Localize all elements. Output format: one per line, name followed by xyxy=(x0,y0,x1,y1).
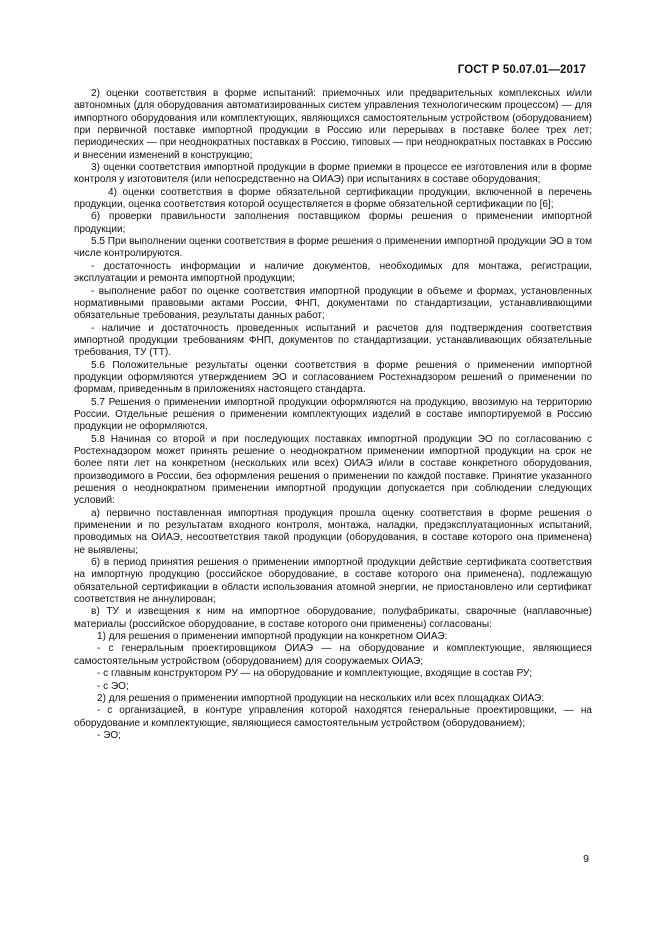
page-number: 9 xyxy=(583,853,589,865)
paragraph: а) первично поставленная импортная продукция прошла оценку соответствия в форме решения о применении и по результатам входного контроля, монтажа, наладки, предэксплуатационных испытаний, проводимых на ОИАЭ, несоответствия такой продукции (оборудования, в составе которого она применена) не выявлены; xyxy=(74,507,592,556)
paragraph: - ЭО; xyxy=(97,729,121,741)
paragraph: - наличие и достаточность проведенных испытаний и расчетов для подтверждения соответствия импортной продукции требованиям ФНП, документов по стандартизации, устанавливающих обязательные требования, ТУ (ТТ). xyxy=(74,322,592,359)
document-body xyxy=(74,88,592,742)
paragraph: - с генеральным проектировщиком ОИАЭ — на оборудование и комплектующие, являющиеся самостоятельным устройством (оборудованием) для сооружаемых ОИАЭ; xyxy=(74,643,592,667)
paragraph: - достаточность информации и наличие документов, необходимых для монтажа, регистрации, эксплуатации и ремонта импортной продукции; xyxy=(74,260,592,285)
paragraph: - с главным конструктором РУ — на оборудование и комплектующие, входящие в состав РУ; xyxy=(97,668,533,680)
paragraph: 3) оценки соответствия импортной продукции в форме приемки в процессе ее изготовления или в форме контроля у изготовителя (или непосредственно на ОИАЭ) при испытаниях в составе оборудования; xyxy=(74,162,592,186)
paragraph: 1) для решения о применении импортной продукции на конкретном ОИАЭ: xyxy=(97,631,448,643)
paragraph: 4) оценки соответствия в форме обязательной сертификации продукции, включенной в перечень продукции, оценка соответствия которой осуществляется в форме обязательной сертификации по [6]; xyxy=(74,186,592,211)
paragraph: 5.6 Положительные результаты оценки соответствия в форме решения о применении импортной продукции оформляются утверждением ЭО и согласованием Ростехнадзором решений о применении по формам, приведенным в приложениях настоящего стандарта. xyxy=(74,359,592,396)
paragraph: 2) для решения о применении импортной продукции на нескольких или всех площадках ОИАЭ: xyxy=(97,692,545,704)
paragraph: б) проверки правильности заполнения поставщиком формы решения о применении импортной продукции; xyxy=(74,211,592,235)
paragraph: - с ЭО; xyxy=(97,680,129,692)
paragraph: - выполнение работ по оценке соответствия импортной продукции в объеме и формах, установленных нормативными правовыми актами России, ФНП, документами по стандартизации, устанавливающими обязательные требования, результаты данных работ; xyxy=(74,285,592,322)
paragraph: - с организацией, в контуре управления которой находятся генеральные проектировщики, — на оборудование и комплектующие, являющиеся самостоятельным устройством (оборудованием); xyxy=(74,705,592,729)
paragraph: 5.8 Начиная со второй и при последующих поставках импортной продукции ЭО по согласованию с Ростехнадзором может принять решение о неоднократном применении импортной продукции на срок не более пяти лет на конкретном (нескольких или всех) ОИАЭ и/или в составе конкретного оборудования, производимого в России, без оформления решения о применении по каждой поставке. Принятие указанного решения о неоднократном применении импортной продукции допускается при соблюдении следующих условий: xyxy=(74,433,592,507)
paragraph: в) ТУ и извещения к ним на импортное оборудование, полуфабрикаты, сварочные (наплавочные) материалы (российское оборудование, в составе которого они применены) согласованы: xyxy=(74,606,592,630)
paragraph: б) в период принятия решения о применении импортной продукции действие сертификата соответствия на импортную продукцию (российское оборудование, в составе которого она применена), подлежащую обязательной сертификации в области использования атомной энергии, не приостановлено или сертификат соответствия не аннулирован; xyxy=(74,557,592,606)
document-header-id: ГОСТ Р 50.07.01—2017 xyxy=(457,64,586,76)
paragraph: 5.5 При выполнении оценки соответствия в форме решения о применении импортной продукции ЭО в том числе контролируются. xyxy=(74,236,592,260)
paragraph: 2) оценки соответствия в форме испытаний: приемочных или предварительных комплексных и/или автономных (для оборудования автоматизированных систем управления технологическим процессом) — для импортного оборудования или комплектующих, являющихся самостоятельным устройством (оборудованием) при первичной поставке импортной продукции в Россию или перерывах в поставке более трех лет; периодических — при неоднократных поставках в Россию, типовых — при неоднократных поставках в Россию и внесении изменений в конструкцию; xyxy=(74,88,592,161)
paragraph: 5.7 Решения о применении импортной продукции оформляются на продукцию, ввозимую на территорию России. Отдельные решения о применении комплектующих изделий в составе импортируемой в Россию продукции не оформляются. xyxy=(74,396,592,433)
